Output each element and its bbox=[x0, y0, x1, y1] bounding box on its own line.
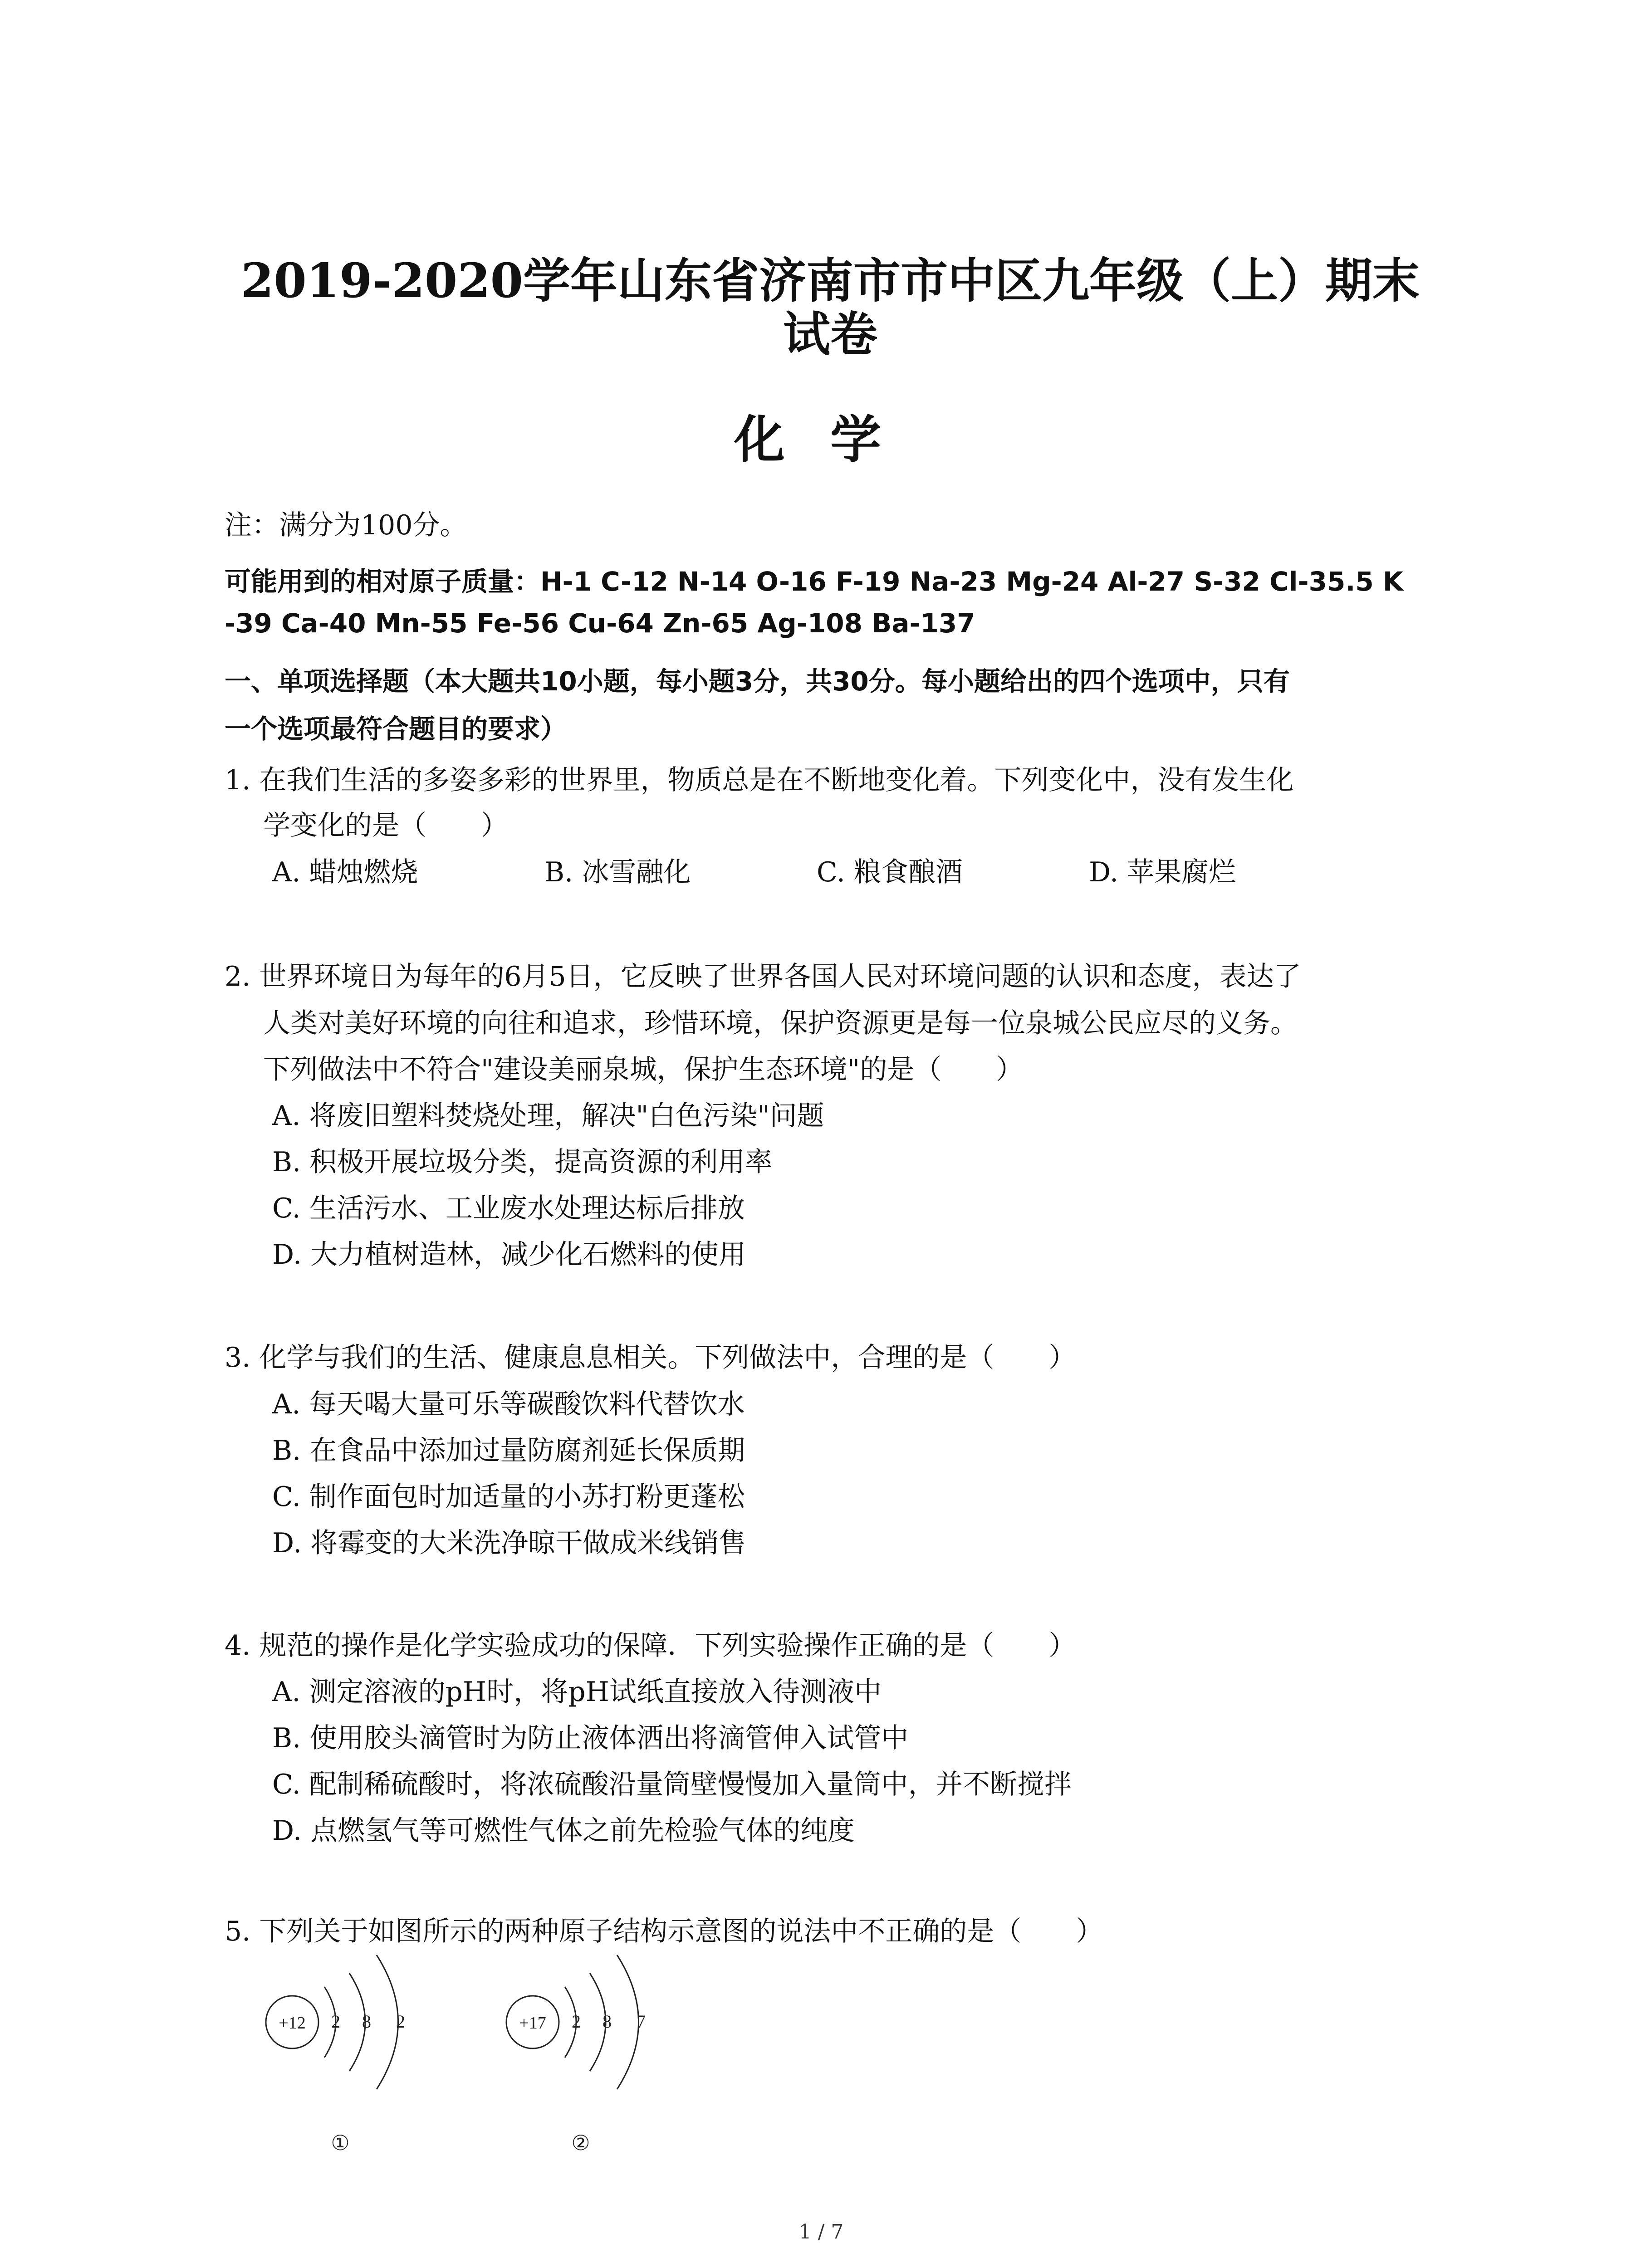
atom-label: ② bbox=[571, 2131, 590, 2155]
question-stem: 人类对美好环境的向往和追求，珍惜环境，保护资源更是每一位泉城公民应尽的义务。 bbox=[263, 1007, 1298, 1039]
shell-electrons: 7 bbox=[637, 2011, 646, 2032]
question-stem: 下列做法中不符合"建设美丽泉城，保护生态环境"的是（ ） bbox=[263, 1054, 1024, 1085]
question-stem: 4. 规范的操作是化学实验成功的保障．下列实验操作正确的是（ ） bbox=[225, 1630, 1076, 1662]
option-b[interactable]: B. 使用胶头滴管时为防止液体洒出将滴管伸入试管中 bbox=[272, 1722, 909, 1754]
question-stem: 1. 在我们生活的多姿多彩的世界里，物质总是在不断地变化着。下列变化中，没有发生化 bbox=[225, 764, 1294, 796]
option-d[interactable]: D. 点燃氢气等可燃性气体之前先检验气体的纯度 bbox=[272, 1815, 855, 1847]
question-stem: 3. 化学与我们的生活、健康息息相关。下列做法中，合理的是（ ） bbox=[225, 1342, 1076, 1374]
shell-electrons: 2 bbox=[396, 2011, 405, 2032]
section-heading-line1: 一、单项选择题（本大题共10小题，每小题3分，共30分。每小题给出的四个选项中，只有 bbox=[225, 666, 1290, 697]
atom-label: ① bbox=[331, 2131, 350, 2155]
shell-electrons: 8 bbox=[362, 2011, 371, 2032]
question-stem: 2. 世界环境日为每年的6月5日，它反映了世界各国人民对环境问题的认识和态度，表达了 bbox=[225, 961, 1301, 992]
option-c[interactable]: C. 生活污水、工业废水处理达标后排放 bbox=[272, 1193, 745, 1224]
atomic-structure-diagram bbox=[245, 1950, 767, 2186]
option-d[interactable]: D. 大力植树造林，减少化石燃料的使用 bbox=[272, 1239, 746, 1271]
shell-electrons: 2 bbox=[331, 2011, 340, 2032]
section-heading-line2: 一个选项最符合题目的要求） bbox=[225, 714, 567, 744]
atomic-mass-line1: 可能用到的相对原子质量：H-1 C-12 N-14 O-16 F-19 Na-23 Mg-24 Al-27 S-32 Cl-35.5 K bbox=[225, 566, 1403, 597]
option-a[interactable]: A. 将废旧塑料焚烧处理，解决"白色污染"问题 bbox=[272, 1100, 824, 1132]
page-number: 1 / 7 bbox=[798, 2220, 844, 2244]
option-c[interactable]: C. 配制稀硫酸时，将浓硫酸沿量筒壁慢慢加入量筒中，并不断搅拌 bbox=[272, 1769, 1072, 1800]
exam-title-line1: 2019-2020学年山东省济南市市中区九年级（上）期末 bbox=[240, 253, 1420, 308]
shell-electrons: 8 bbox=[603, 2011, 612, 2032]
exam-title-line2: 试卷 bbox=[783, 306, 877, 362]
option-a[interactable]: A. 每天喝大量可乐等碳酸饮料代替饮水 bbox=[272, 1388, 745, 1420]
shell-electrons: 2 bbox=[572, 2011, 581, 2032]
nucleus-charge: +17 bbox=[519, 2014, 546, 2033]
atomic-mass-line2: -39 Ca-40 Mn-55 Fe-56 Cu-64 Zn-65 Ag-108 Ba-137 bbox=[225, 608, 975, 639]
atom-diagram-1 bbox=[266, 1955, 405, 2155]
option-c[interactable]: C. 制作面包时加适量的小苏打粉更蓬松 bbox=[272, 1481, 745, 1513]
electron-shell bbox=[377, 1955, 398, 2089]
nucleus-charge: +12 bbox=[279, 2014, 306, 2033]
subject-heading: 化学 bbox=[734, 410, 926, 469]
score-note: 注：满分为100分。 bbox=[225, 509, 467, 541]
electron-shell bbox=[617, 1955, 639, 2089]
option-a[interactable]: A. 蜡烛燃烧 bbox=[272, 856, 418, 888]
option-d[interactable]: D. 将霉变的大米洗净晾干做成米线销售 bbox=[272, 1527, 746, 1559]
atom-diagram-2 bbox=[506, 1955, 646, 2155]
option-b[interactable]: B. 积极开展垃圾分类，提高资源的利用率 bbox=[272, 1146, 773, 1178]
option-b[interactable]: B. 在食品中添加过量防腐剂延长保质期 bbox=[272, 1435, 745, 1466]
exam-title bbox=[218, 254, 1443, 361]
question-stem: 学变化的是（ ） bbox=[263, 810, 508, 841]
option-d[interactable]: D. 苹果腐烂 bbox=[1089, 856, 1236, 888]
option-a[interactable]: A. 测定溶液的pH时，将pH试纸直接放入待测液中 bbox=[272, 1676, 882, 1708]
option-c[interactable]: C. 粮食酿酒 bbox=[817, 856, 963, 888]
question-stem: 5. 下列关于如图所示的两种原子结构示意图的说法中不正确的是（ ） bbox=[225, 1916, 1103, 1947]
option-b[interactable]: B. 冰雪融化 bbox=[544, 856, 691, 888]
